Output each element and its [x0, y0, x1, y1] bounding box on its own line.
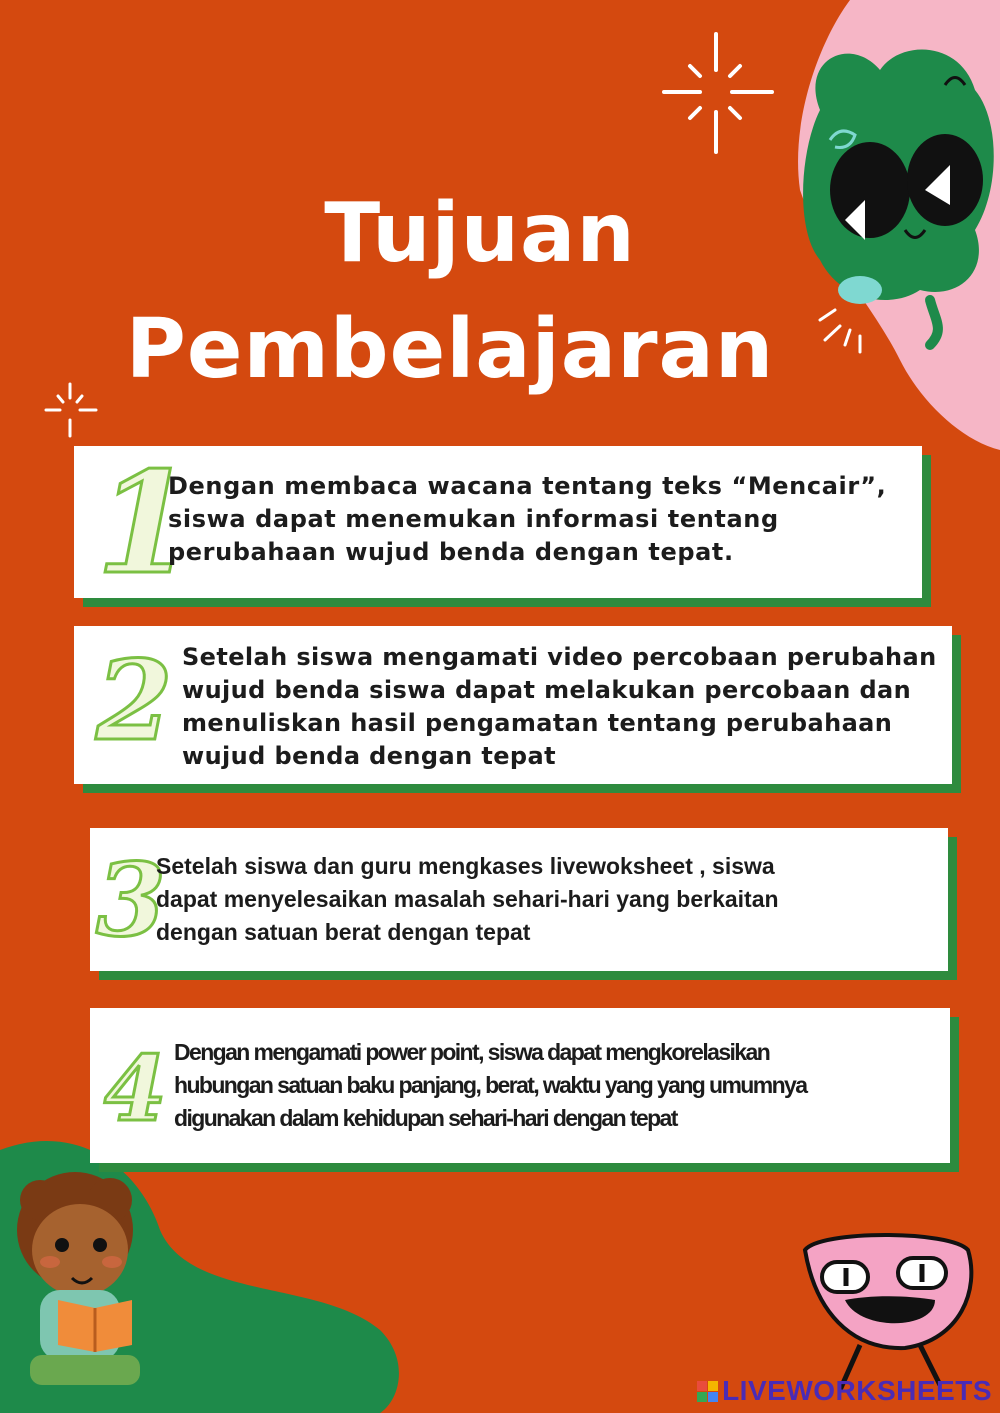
- objective-1-line-2: siswa dapat menemukan informasi tentang: [168, 505, 779, 533]
- objective-text-1: [168, 470, 886, 569]
- objective-card-4: [90, 1008, 950, 1163]
- objective-4-line-1: Dengan mengamati power point, siswa dapat mengkorelasikan: [174, 1039, 770, 1065]
- objective-card-1: [74, 442, 922, 606]
- pink-monster-illustration: [805, 1235, 971, 1390]
- liveworksheets-watermark[interactable]: [697, 1375, 992, 1407]
- objective-4-line-2: hubungan satuan baku panjang, berat, waktu yang yang umumnya: [174, 1072, 807, 1098]
- objective-4-line-3: digunakan dalam kehidupan sehari-hari dengan tepat: [174, 1105, 677, 1131]
- objective-number-1: 1: [96, 442, 194, 606]
- liveworksheets-logo-icon: [697, 1381, 718, 1402]
- objective-text-2: [182, 641, 937, 773]
- page-title-line2: Pembelajaran: [125, 302, 775, 397]
- objective-number-3: 3: [96, 841, 166, 959]
- sparkle-top: [664, 34, 772, 152]
- page-title-line1: Tujuan: [324, 186, 636, 281]
- objective-3-line-2: dapat menyelesaikan masalah sehari-hari yang berkaitan: [156, 886, 779, 912]
- objective-number-2: 2: [96, 636, 173, 765]
- objective-card-2: [74, 626, 952, 784]
- objective-2-line-2: wujud benda siswa dapat melakukan percobaan dan: [182, 676, 912, 704]
- objective-1-line-3: perubahaan wujud benda dengan tepat.: [168, 538, 734, 566]
- objective-number-4: 4: [104, 1036, 167, 1142]
- objective-2-line-4: wujud benda dengan tepat: [182, 742, 556, 770]
- objective-2-line-3: menuliskan hasil pengamatan tentang perubahaan: [182, 709, 893, 737]
- objective-text-3: [156, 850, 779, 949]
- objective-3-line-1: Setelah siswa dan guru mengkases livewoksheet , siswa: [156, 853, 775, 879]
- objective-2-line-1: Setelah siswa mengamati video percobaan perubahan: [182, 643, 937, 671]
- objective-card-3: [90, 828, 948, 971]
- objective-3-line-3: dengan satuan berat dengan tepat: [156, 919, 531, 945]
- objective-text-4: [174, 1036, 806, 1135]
- watermark-text: LIVEWORKSHEETS: [722, 1375, 992, 1406]
- objective-1-line-1: Dengan membaca wacana tentang teks “Mencair”,: [168, 472, 887, 500]
